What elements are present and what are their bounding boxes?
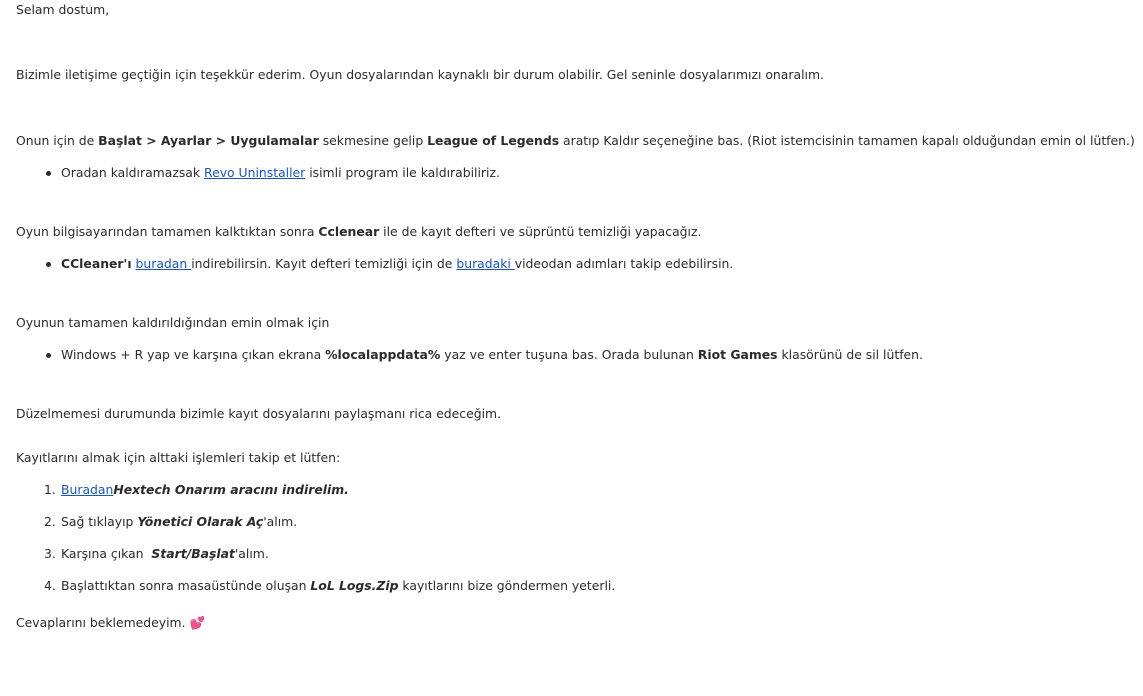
- step1-bullet-suffix: isimli program ile kaldırabiliriz.: [305, 165, 500, 180]
- list-number: 3.: [44, 546, 56, 561]
- logs-item-2-prefix: Sağ tıklayıp: [61, 514, 138, 529]
- hextech-tool-label: Hextech Onarım aracını indirelim.: [113, 482, 349, 497]
- bullet-dot: [46, 171, 51, 176]
- step3-bullet-suffix: klasörünü de sil lütfen.: [777, 347, 923, 362]
- logs-item-3: [61, 546, 269, 562]
- bullet-dot: [46, 262, 51, 267]
- logs-item-4-prefix: Başlattıktan sonra masaüstünde oluşan: [61, 578, 311, 593]
- step1-prefix: Onun için de: [16, 133, 99, 148]
- ccleaner-download-link[interactable]: buradan: [135, 256, 192, 271]
- log-zip-filename: LoL Logs.Zip: [310, 578, 399, 593]
- logs-item-1: [61, 482, 349, 498]
- bullet-dot: [46, 353, 51, 358]
- game-name: League of Legends: [427, 133, 560, 148]
- step1-paragraph: [16, 133, 1135, 149]
- cleaner-tool-name: Cclenear: [318, 224, 380, 239]
- step1-mid: sekmesine gelip: [318, 133, 428, 148]
- fallback-paragraph: Düzelmemesi durumunda bizimle kayıt dosyalarını paylaşmanı rica edeceğim.: [16, 406, 502, 421]
- logs-intro: Kayıtlarını almak için alttaki işlemleri takip et lütfen:: [16, 450, 341, 465]
- settings-path: Başlat > Ayarlar > Uygulamalar: [98, 133, 319, 148]
- hearts-emoji-icon: 💕: [189, 615, 205, 630]
- localappdata-command: %localappdata%: [325, 347, 441, 362]
- greeting: Selam dostum,: [16, 2, 110, 17]
- step3-bullet: [61, 347, 923, 363]
- logs-item-2: [61, 514, 297, 530]
- step2-suffix: ile de kayıt defteri ve süprüntü temizliği yapacağız.: [379, 224, 702, 239]
- logs-item-3-prefix: Karşına çıkan: [61, 546, 152, 561]
- step2-bullet: [61, 256, 733, 272]
- hextech-download-link[interactable]: Buradan: [61, 482, 114, 497]
- step3-bullet-prefix: Windows + R yap ve karşına çıkan ekrana: [61, 347, 326, 362]
- logs-item-3-suffix: 'alım.: [234, 546, 269, 561]
- step1-bullet: [61, 165, 500, 181]
- revo-uninstaller-link[interactable]: Revo Uninstaller: [204, 165, 306, 180]
- list-number: 4.: [44, 578, 56, 593]
- step3-paragraph: Oyunun tamamen kaldırıldığından emin olmak için: [16, 315, 330, 330]
- logs-item-4: [61, 578, 615, 594]
- step3-bullet-mid: yaz ve enter tuşuna bas. Orada bulunan: [440, 347, 698, 362]
- step2-bullet-suffix: videodan adımları takip edebilirsin.: [514, 256, 734, 271]
- logs-item-4-suffix: kayıtlarını bize göndermen yeterli.: [398, 578, 616, 593]
- ccleaner-label: CCleaner'ı: [61, 256, 132, 271]
- step1-bullet-prefix: Oradan kaldıramazsak: [61, 165, 205, 180]
- step2-bullet-mid: indirebilirsin. Kayıt defteri temizliği için de: [191, 256, 457, 271]
- closing-line: [16, 615, 205, 631]
- closing-text: Cevaplarını beklemedeyim.: [16, 615, 186, 630]
- step2-prefix: Oyun bilgisayarından tamamen kalktıktan sonra: [16, 224, 319, 239]
- registry-video-link[interactable]: buradaki: [456, 256, 515, 271]
- logs-item-2-suffix: 'alım.: [263, 514, 298, 529]
- step1-suffix: aratıp Kaldır seçeneğine bas. (Riot istemcisinin tamamen kapalı olduğundan emin ol lütfen.): [559, 133, 1135, 148]
- riot-games-folder: Riot Games: [697, 347, 778, 362]
- run-as-admin-label: Yönetici Olarak Aç: [137, 514, 264, 529]
- start-label: Start/Başlat: [151, 546, 235, 561]
- list-number: 1.: [44, 482, 56, 497]
- step2-paragraph: [16, 224, 701, 240]
- intro-paragraph: Bizimle iletişime geçtiğin için teşekkür ederim. Oyun dosyalarından kaynaklı bir durum olabilir. Gel seninle dosyalarımızı onaralım.: [16, 67, 824, 82]
- list-number: 2.: [44, 514, 56, 529]
